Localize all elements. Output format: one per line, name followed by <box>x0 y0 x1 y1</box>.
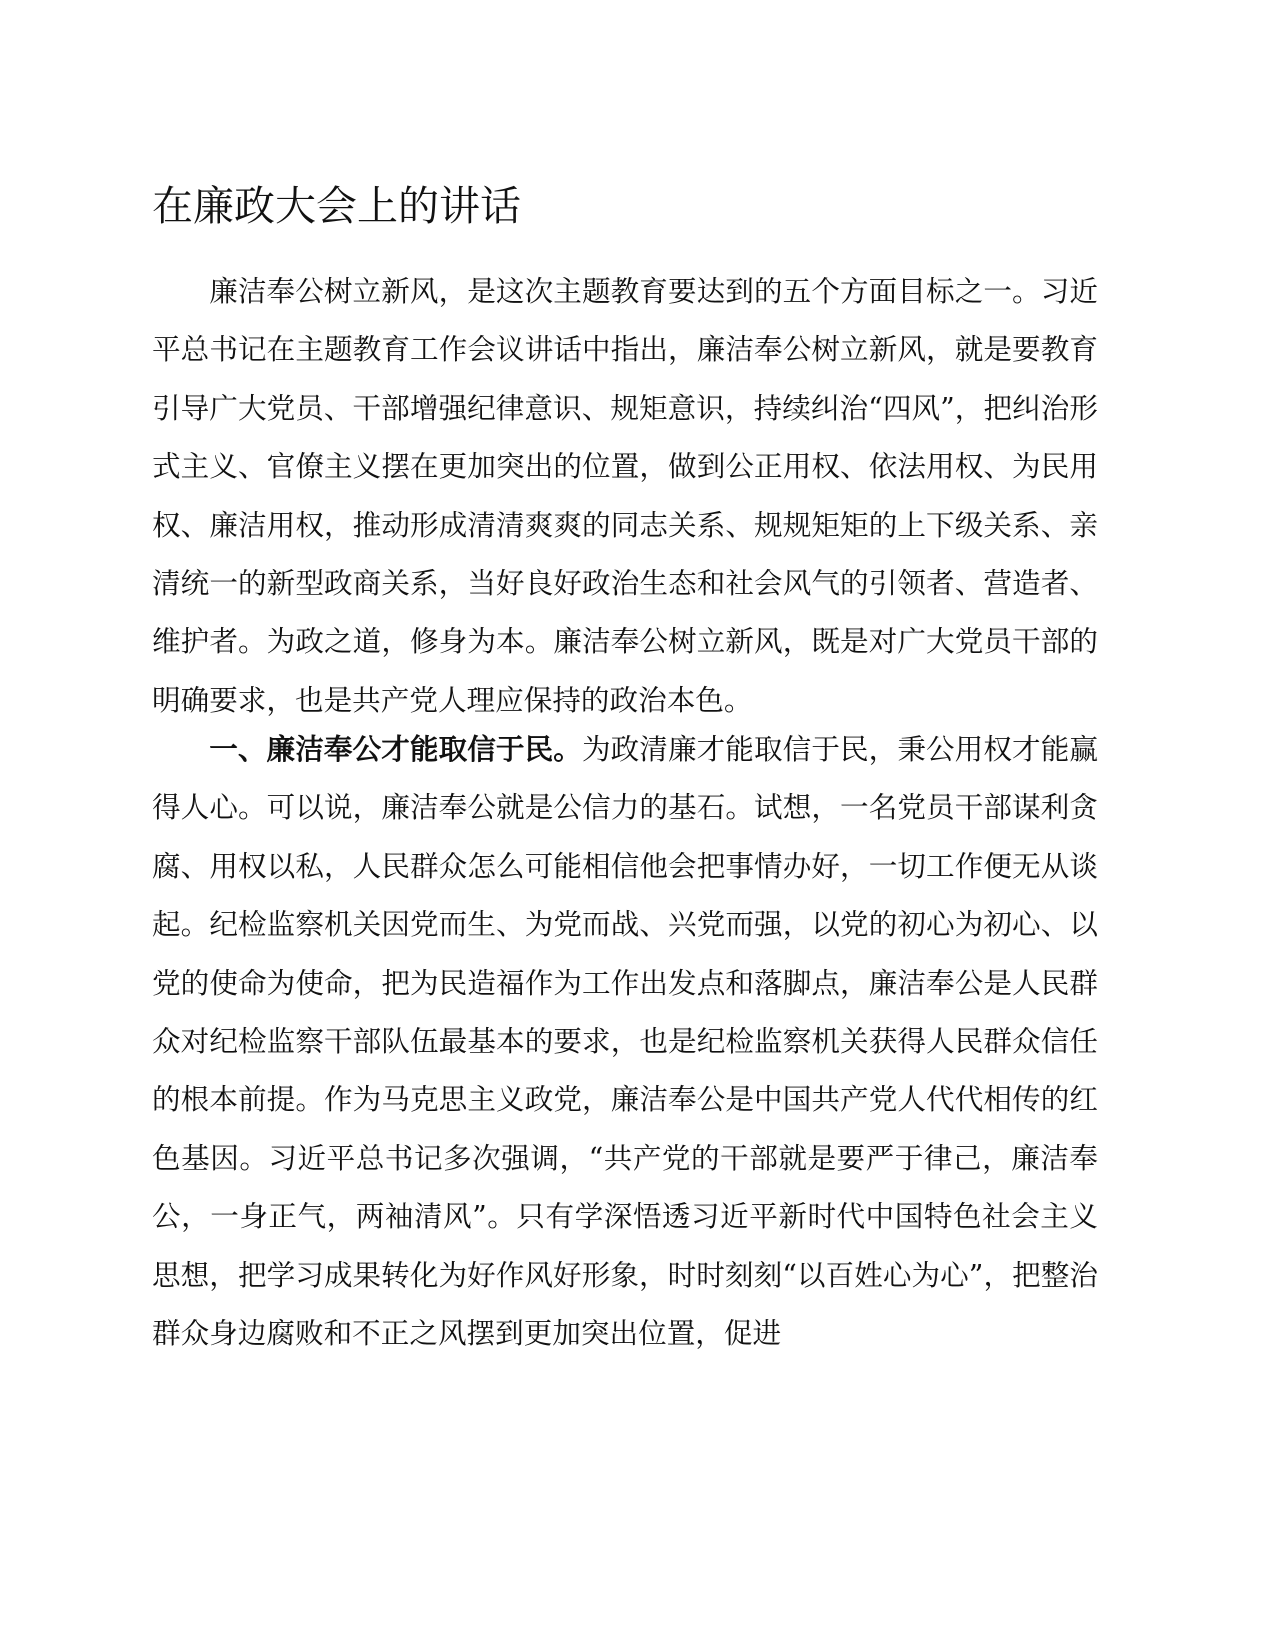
section-1-paragraph <box>152 720 1098 1362</box>
section-1-heading: 一、廉洁奉公才能取信于民。 <box>209 732 582 766</box>
document-title: 在廉政大会上的讲话 <box>152 182 521 230</box>
section-1-body: 为政清廉才能取信于民，秉公用权才能赢得人心。可以说，廉洁奉公就是公信力的基石。试想，一名党员干部谋利贪腐、用权以私，人民群众怎么可能相信他会把事情办好，一切工作便无从谈起。纪检监察机关因党而生、为党而战、兴党而强，以党的初心为初心、以党的使命为使命，把为民造福作为工作出发点和落脚点，廉洁奉公是人民群众对纪检监察干部队伍最基本的要求，也是纪检监察机关获得人民群众信任的根本前提。作为马克思主义政党，廉洁奉公是中国共产党人代代相传的红色基因。习近平总书记多次强调，“共产党的干部就是要严于律己，廉洁奉公，一身正气，两袖清风”。只有学深悟透习近平新时代中国特色社会主义思想，把学习成果转化为好作风好形象，时时刻刻“以百姓心为心”，把整治群众身边腐败和不正之风摆到更加突出位置，促进 <box>152 732 1098 1351</box>
intro-paragraph: 廉洁奉公树立新风，是这次主题教育要达到的五个方面目标之一。习近平总书记在主题教育工作会议讲话中指出，廉洁奉公树立新风，就是要教育引导广大党员、干部增强纪律意识、规矩意识，持续纠治“四风”，把纠治形式主义、官僚主义摆在更加突出的位置，做到公正用权、依法用权、为民用权、廉洁用权，推动形成清清爽爽的同志关系、规规矩矩的上下级关系、亲清统一的新型政商关系，当好良好政治生态和社会风气的引领者、营造者、维护者。为政之道，修身为本。廉洁奉公树立新风，既是对广大党员干部的明确要求，也是共产党人理应保持的政治本色。 <box>152 274 1098 717</box>
